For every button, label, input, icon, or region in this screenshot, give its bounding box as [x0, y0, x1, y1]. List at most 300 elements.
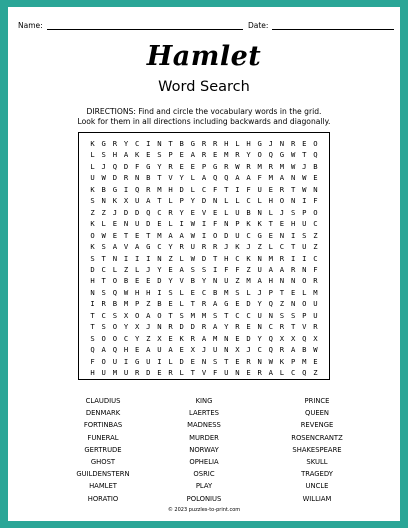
grid-letter[interactable]: U — [90, 173, 95, 183]
grid-letter[interactable]: M — [279, 161, 285, 171]
grid-letter[interactable]: C — [290, 368, 296, 377]
grid-letter[interactable]: N — [224, 219, 229, 229]
grid-letter[interactable]: E — [179, 345, 184, 355]
grid-letter[interactable]: S — [212, 356, 218, 366]
grid-letter[interactable]: L — [134, 264, 140, 274]
grid-letter[interactable]: G — [224, 299, 229, 309]
grid-letter[interactable]: Z — [146, 299, 151, 309]
grid-letter[interactable]: G — [212, 161, 218, 171]
grid-letter[interactable]: O — [279, 196, 285, 206]
grid-letter[interactable]: U — [302, 219, 307, 229]
grid-letter[interactable]: P — [179, 196, 184, 206]
grid-letter[interactable]: T — [190, 299, 195, 309]
grid-letter[interactable]: V — [201, 368, 207, 377]
grid-letter[interactable]: U — [257, 184, 262, 194]
grid-letter[interactable]: S — [212, 310, 218, 320]
grid-letter[interactable]: U — [235, 207, 240, 217]
grid-letter[interactable]: R — [268, 161, 273, 171]
grid-letter[interactable]: R — [201, 299, 207, 309]
grid-letter[interactable]: O — [157, 310, 162, 320]
grid-letter[interactable]: J — [101, 161, 106, 171]
grid-letter[interactable]: N — [157, 322, 162, 332]
grid-letter[interactable]: T — [290, 184, 296, 194]
grid-letter[interactable]: E — [112, 219, 118, 229]
grid-letter[interactable]: L — [235, 139, 240, 148]
grid-letter[interactable]: Q — [268, 299, 273, 309]
grid-letter[interactable]: R — [134, 368, 140, 377]
grid-letter[interactable]: L — [257, 196, 262, 206]
grid-letter[interactable]: H — [290, 219, 296, 229]
grid-letter[interactable]: Q — [146, 207, 151, 217]
grid-letter[interactable]: Y — [224, 322, 229, 332]
grid-letter[interactable]: F — [212, 219, 218, 229]
grid-letter[interactable]: S — [190, 264, 195, 274]
grid-letter[interactable]: N — [212, 276, 218, 286]
grid-letter[interactable]: A — [134, 242, 140, 252]
grid-letter[interactable]: D — [179, 322, 184, 332]
grid-letter[interactable]: S — [101, 287, 106, 297]
grid-letter[interactable]: A — [146, 310, 151, 320]
grid-letter[interactable]: I — [290, 230, 296, 240]
grid-letter[interactable]: N — [290, 299, 296, 309]
grid-letter[interactable]: R — [313, 276, 318, 286]
grid-letter[interactable]: H — [224, 253, 229, 263]
grid-letter[interactable]: L — [90, 150, 95, 160]
grid-letter[interactable]: A — [201, 333, 207, 343]
grid-letter[interactable]: N — [257, 356, 262, 366]
grid-letter[interactable]: K — [246, 219, 251, 229]
date-field[interactable] — [248, 21, 394, 30]
grid-letter[interactable]: R — [290, 139, 296, 148]
grid-letter[interactable]: Y — [246, 150, 251, 160]
grid-letter[interactable]: R — [201, 242, 207, 252]
grid-letter[interactable]: D — [224, 230, 229, 240]
grid-letter[interactable]: E — [212, 150, 218, 160]
grid-letter[interactable]: F — [246, 184, 251, 194]
grid-letter[interactable]: I — [290, 253, 296, 263]
grid-letter[interactable]: G — [190, 139, 195, 148]
grid-letter[interactable]: A — [112, 242, 118, 252]
grid-letter[interactable]: B — [112, 299, 118, 309]
grid-letter[interactable]: T — [268, 219, 273, 229]
grid-letter[interactable]: S — [90, 253, 95, 263]
grid-letter[interactable]: N — [112, 253, 118, 263]
grid-letter[interactable]: A — [235, 173, 240, 183]
grid-letter[interactable]: S — [279, 310, 285, 320]
grid-letter[interactable]: X — [313, 333, 318, 343]
grid-letter[interactable]: E — [290, 287, 296, 297]
grid-letter[interactable]: C — [201, 287, 207, 297]
grid-letter[interactable]: R — [101, 299, 106, 309]
grid-letter[interactable]: L — [224, 207, 229, 217]
grid-letter[interactable]: Z — [246, 264, 251, 274]
grid-letter[interactable]: N — [157, 139, 162, 148]
grid-letter[interactable]: D — [146, 368, 151, 377]
name-field[interactable] — [18, 21, 243, 30]
grid-letter[interactable]: C — [313, 219, 318, 229]
grid-letter[interactable]: E — [146, 150, 151, 160]
grid-letter[interactable]: N — [134, 173, 140, 183]
grid-letter[interactable]: U — [190, 242, 195, 252]
grid-letter[interactable]: Q — [302, 368, 307, 377]
grid-letter[interactable]: F — [224, 264, 229, 274]
grid-letter[interactable]: E — [157, 368, 162, 377]
grid-letter[interactable]: D — [146, 219, 151, 229]
grid-letter[interactable]: D — [201, 253, 207, 263]
grid-letter[interactable]: W — [302, 184, 307, 194]
grid-letter[interactable]: T — [224, 184, 229, 194]
grid-letter[interactable]: B — [157, 299, 162, 309]
grid-letter[interactable]: A — [279, 173, 285, 183]
grid-letter[interactable]: C — [268, 322, 273, 332]
grid-letter[interactable]: T — [302, 150, 307, 160]
grid-letter[interactable]: W — [101, 230, 106, 240]
grid-letter[interactable]: T — [224, 356, 229, 366]
grid-letter[interactable]: I — [201, 230, 207, 240]
grid-letter[interactable]: Y — [190, 196, 195, 206]
grid-letter[interactable]: I — [123, 253, 129, 263]
grid-letter[interactable]: N — [157, 253, 162, 263]
grid-letter[interactable]: K — [90, 219, 95, 229]
grid-letter[interactable]: O — [112, 276, 118, 286]
grid-letter[interactable]: E — [146, 276, 151, 286]
grid-letter[interactable]: J — [302, 161, 307, 171]
grid-letter[interactable]: L — [101, 219, 106, 229]
grid-letter[interactable]: L — [224, 196, 229, 206]
grid-letter[interactable]: T — [224, 310, 229, 320]
grid-letter[interactable]: L — [90, 161, 95, 171]
grid-letter[interactable]: I — [212, 264, 218, 274]
grid-letter[interactable]: T — [101, 253, 106, 263]
grid-letter[interactable]: I — [302, 196, 307, 206]
grid-letter[interactable]: Y — [257, 333, 262, 343]
grid-letter[interactable]: N — [268, 310, 273, 320]
grid-letter[interactable]: E — [190, 207, 195, 217]
grid-letter[interactable]: Q — [112, 161, 118, 171]
grid-letter[interactable]: O — [313, 207, 318, 217]
grid-letter[interactable]: N — [279, 276, 285, 286]
grid-letter[interactable]: R — [224, 161, 229, 171]
grid-letter[interactable]: X — [290, 333, 296, 343]
grid-letter[interactable]: Q — [268, 150, 273, 160]
grid-letter[interactable]: S — [168, 287, 173, 297]
grid-letter[interactable]: G — [146, 161, 151, 171]
grid-letter[interactable]: Z — [123, 264, 129, 274]
grid-letter[interactable]: L — [168, 196, 173, 206]
grid-letter[interactable]: E — [313, 173, 318, 183]
grid-letter[interactable]: C — [157, 207, 162, 217]
grid-letter[interactable]: W — [235, 161, 240, 171]
grid-letter[interactable]: Y — [179, 173, 184, 183]
grid-letter[interactable]: K — [235, 242, 240, 252]
grid-letter[interactable]: N — [101, 196, 106, 206]
grid-letter[interactable]: A — [268, 264, 273, 274]
grid-letter[interactable]: R — [246, 356, 251, 366]
grid-letter[interactable]: F — [134, 161, 140, 171]
grid-letter[interactable]: R — [279, 184, 285, 194]
grid-letter[interactable]: A — [290, 345, 296, 355]
grid-letter[interactable]: I — [134, 253, 140, 263]
grid-letter[interactable]: T — [279, 287, 285, 297]
grid-letter[interactable]: F — [90, 356, 95, 366]
grid-letter[interactable]: T — [123, 230, 129, 240]
grid-letter[interactable]: L — [190, 173, 195, 183]
grid-letter[interactable]: I — [146, 253, 151, 263]
grid-letter[interactable]: C — [201, 184, 207, 194]
grid-letter[interactable]: G — [146, 242, 151, 252]
grid-letter[interactable]: A — [246, 173, 251, 183]
grid-letter[interactable]: E — [134, 230, 140, 240]
grid-letter[interactable]: E — [212, 207, 218, 217]
grid-letter[interactable]: N — [290, 276, 296, 286]
grid-letter[interactable]: Y — [123, 322, 129, 332]
grid-letter[interactable]: D — [123, 207, 129, 217]
grid-letter[interactable]: I — [235, 184, 240, 194]
grid-letter[interactable]: M — [313, 287, 318, 297]
grid-letter[interactable]: A — [168, 230, 173, 240]
grid-letter[interactable]: O — [101, 333, 106, 343]
grid-letter[interactable]: W — [190, 219, 195, 229]
grid-letter[interactable]: E — [179, 161, 184, 171]
grid-letter[interactable]: L — [179, 368, 184, 377]
grid-letter[interactable]: N — [123, 219, 129, 229]
grid-letter[interactable]: E — [190, 287, 195, 297]
grid-letter[interactable]: T — [168, 139, 173, 148]
grid-letter[interactable]: G — [134, 356, 140, 366]
grid-letter[interactable]: B — [179, 139, 184, 148]
grid-letter[interactable]: E — [168, 333, 173, 343]
grid-letter[interactable]: O — [302, 299, 307, 309]
grid-letter[interactable]: V — [168, 173, 173, 183]
grid-letter[interactable]: C — [257, 345, 262, 355]
grid-letter[interactable]: Y — [134, 333, 140, 343]
grid-letter[interactable]: P — [302, 310, 307, 320]
grid-letter[interactable]: H — [168, 184, 173, 194]
grid-letter[interactable]: D — [246, 333, 251, 343]
grid-letter[interactable]: S — [90, 196, 95, 206]
grid-letter[interactable]: H — [90, 368, 95, 377]
grid-letter[interactable]: S — [112, 310, 118, 320]
grid-letter[interactable]: O — [134, 310, 140, 320]
grid-letter[interactable]: N — [257, 253, 262, 263]
grid-letter[interactable]: E — [246, 322, 251, 332]
grid-letter[interactable]: T — [190, 368, 195, 377]
grid-letter[interactable]: D — [123, 161, 129, 171]
grid-letter[interactable]: P — [235, 219, 240, 229]
grid-letter[interactable]: M — [157, 230, 162, 240]
grid-letter[interactable]: E — [190, 356, 195, 366]
grid-letter[interactable]: X — [134, 322, 140, 332]
grid-letter[interactable]: A — [179, 264, 184, 274]
grid-letter[interactable]: U — [313, 299, 318, 309]
grid-letter[interactable]: D — [246, 299, 251, 309]
grid-letter[interactable]: R — [201, 150, 207, 160]
grid-letter[interactable]: W — [190, 253, 195, 263]
grid-letter[interactable]: E — [168, 264, 173, 274]
grid-letter[interactable]: N — [212, 196, 218, 206]
grid-letter[interactable]: Q — [268, 345, 273, 355]
grid-letter[interactable]: N — [257, 322, 262, 332]
grid-letter[interactable]: R — [168, 322, 173, 332]
grid-letter[interactable]: Z — [235, 276, 240, 286]
grid-letter[interactable]: U — [224, 368, 229, 377]
grid-letter[interactable]: F — [313, 196, 318, 206]
grid-letter[interactable]: X — [123, 310, 129, 320]
grid-letter[interactable]: E — [134, 345, 140, 355]
grid-letter[interactable]: G — [101, 139, 106, 148]
grid-letter[interactable]: Q — [112, 287, 118, 297]
grid-letter[interactable]: K — [112, 196, 118, 206]
grid-letter[interactable]: O — [112, 322, 118, 332]
grid-letter[interactable]: R — [112, 139, 118, 148]
grid-letter[interactable]: M — [257, 161, 262, 171]
grid-letter[interactable]: H — [146, 287, 151, 297]
grid-letter[interactable]: E — [157, 219, 162, 229]
grid-letter[interactable]: W — [302, 173, 307, 183]
grid-letter[interactable]: F — [212, 368, 218, 377]
grid-letter[interactable]: O — [212, 230, 218, 240]
grid-letter[interactable]: T — [146, 230, 151, 240]
grid-letter[interactable]: S — [290, 207, 296, 217]
grid-letter[interactable]: C — [134, 139, 140, 148]
grid-letter[interactable]: U — [157, 345, 162, 355]
grid-letter[interactable]: R — [168, 161, 173, 171]
grid-letter[interactable]: R — [123, 173, 129, 183]
grid-letter[interactable]: D — [201, 196, 207, 206]
grid-letter[interactable]: F — [235, 264, 240, 274]
grid-letter[interactable]: A — [212, 322, 218, 332]
grid-letter[interactable]: J — [268, 139, 273, 148]
grid-letter[interactable]: U — [313, 310, 318, 320]
grid-letter[interactable]: Y — [157, 264, 162, 274]
grid-letter[interactable]: Z — [313, 242, 318, 252]
grid-letter[interactable]: L — [268, 207, 273, 217]
grid-letter[interactable]: Q — [313, 150, 318, 160]
grid-letter[interactable]: P — [134, 299, 140, 309]
grid-letter[interactable]: L — [279, 368, 285, 377]
grid-letter[interactable]: B — [246, 207, 251, 217]
grid-letter[interactable]: W — [123, 287, 129, 297]
grid-letter[interactable]: I — [123, 184, 129, 194]
grid-letter[interactable]: R — [279, 322, 285, 332]
grid-letter[interactable]: A — [146, 196, 151, 206]
grid-letter[interactable]: B — [190, 276, 195, 286]
grid-letter[interactable]: L — [179, 299, 184, 309]
grid-letter[interactable]: R — [179, 242, 184, 252]
grid-letter[interactable]: Y — [123, 139, 129, 148]
grid-letter[interactable]: M — [123, 299, 129, 309]
grid-letter[interactable]: N — [279, 230, 285, 240]
grid-letter[interactable]: U — [123, 368, 129, 377]
grid-letter[interactable]: L — [112, 264, 118, 274]
grid-letter[interactable]: N — [257, 207, 262, 217]
grid-letter[interactable]: E — [279, 219, 285, 229]
grid-letter[interactable]: E — [134, 276, 140, 286]
grid-letter[interactable]: A — [212, 299, 218, 309]
grid-letter[interactable]: L — [235, 196, 240, 206]
grid-letter[interactable]: I — [146, 139, 151, 148]
grid-letter[interactable]: D — [112, 173, 118, 183]
grid-letter[interactable]: J — [257, 287, 262, 297]
grid-letter[interactable]: T — [90, 322, 95, 332]
grid-letter[interactable]: Z — [146, 333, 151, 343]
grid-letter[interactable]: W — [190, 230, 195, 240]
grid-letter[interactable]: C — [235, 310, 240, 320]
grid-letter[interactable]: M — [212, 333, 218, 343]
grid-letter[interactable]: W — [290, 161, 296, 171]
grid-letter[interactable]: X — [157, 333, 162, 343]
grid-letter[interactable]: E — [268, 230, 273, 240]
grid-letter[interactable]: R — [201, 139, 207, 148]
grid-letter[interactable]: M — [224, 287, 229, 297]
grid-letter[interactable]: Z — [313, 368, 318, 377]
grid-letter[interactable]: R — [190, 333, 195, 343]
grid-letter[interactable]: V — [123, 242, 129, 252]
grid-letter[interactable]: J — [146, 322, 151, 332]
grid-letter[interactable]: K — [90, 242, 95, 252]
grid-letter[interactable]: X — [279, 333, 285, 343]
grid-letter[interactable]: P — [201, 161, 207, 171]
grid-letter[interactable]: A — [179, 230, 184, 240]
grid-letter[interactable]: A — [168, 345, 173, 355]
grid-letter[interactable]: S — [235, 287, 240, 297]
grid-letter[interactable]: M — [201, 310, 207, 320]
grid-letter[interactable]: C — [157, 242, 162, 252]
grid-letter[interactable]: R — [168, 368, 173, 377]
grid-letter[interactable]: V — [179, 276, 184, 286]
grid-letter[interactable]: W — [313, 345, 318, 355]
grid-letter[interactable]: U — [146, 356, 151, 366]
grid-letter[interactable]: W — [101, 173, 106, 183]
grid-letter[interactable]: I — [157, 287, 162, 297]
grid-letter[interactable]: E — [246, 368, 251, 377]
grid-letter[interactable]: U — [101, 368, 106, 377]
grid-letter[interactable]: M — [190, 310, 195, 320]
grid-letter[interactable]: Y — [257, 299, 262, 309]
grid-letter[interactable]: N — [290, 196, 296, 206]
grid-letter[interactable]: Z — [313, 230, 318, 240]
grid-letter[interactable]: S — [302, 230, 307, 240]
grid-letter[interactable]: Y — [168, 242, 173, 252]
grid-letter[interactable]: R — [313, 322, 318, 332]
grid-letter[interactable]: K — [257, 219, 262, 229]
grid-letter[interactable]: C — [313, 253, 318, 263]
grid-letter[interactable]: C — [123, 333, 129, 343]
grid-letter[interactable]: U — [224, 276, 229, 286]
grid-letter[interactable]: D — [134, 207, 140, 217]
grid-letter[interactable]: G — [112, 184, 118, 194]
grid-letter[interactable]: T — [168, 310, 173, 320]
grid-letter[interactable]: F — [212, 184, 218, 194]
grid-letter[interactable]: M — [268, 253, 273, 263]
grid-letter[interactable]: Q — [90, 345, 95, 355]
grid-letter[interactable]: S — [179, 310, 184, 320]
grid-letter[interactable]: R — [246, 161, 251, 171]
grid-letter[interactable]: Q — [268, 333, 273, 343]
grid-letter[interactable]: C — [101, 310, 106, 320]
grid-letter[interactable]: H — [268, 196, 273, 206]
grid-letter[interactable]: I — [302, 253, 307, 263]
grid-letter[interactable]: M — [112, 368, 118, 377]
grid-letter[interactable]: O — [257, 150, 262, 160]
grid-letter[interactable]: H — [134, 287, 140, 297]
grid-letter[interactable]: Z — [257, 242, 262, 252]
grid-letter[interactable]: J — [224, 242, 229, 252]
grid-letter[interactable]: D — [190, 322, 195, 332]
grid-letter[interactable]: F — [257, 173, 262, 183]
grid-letter[interactable]: E — [179, 150, 184, 160]
grid-letter[interactable]: L — [168, 219, 173, 229]
